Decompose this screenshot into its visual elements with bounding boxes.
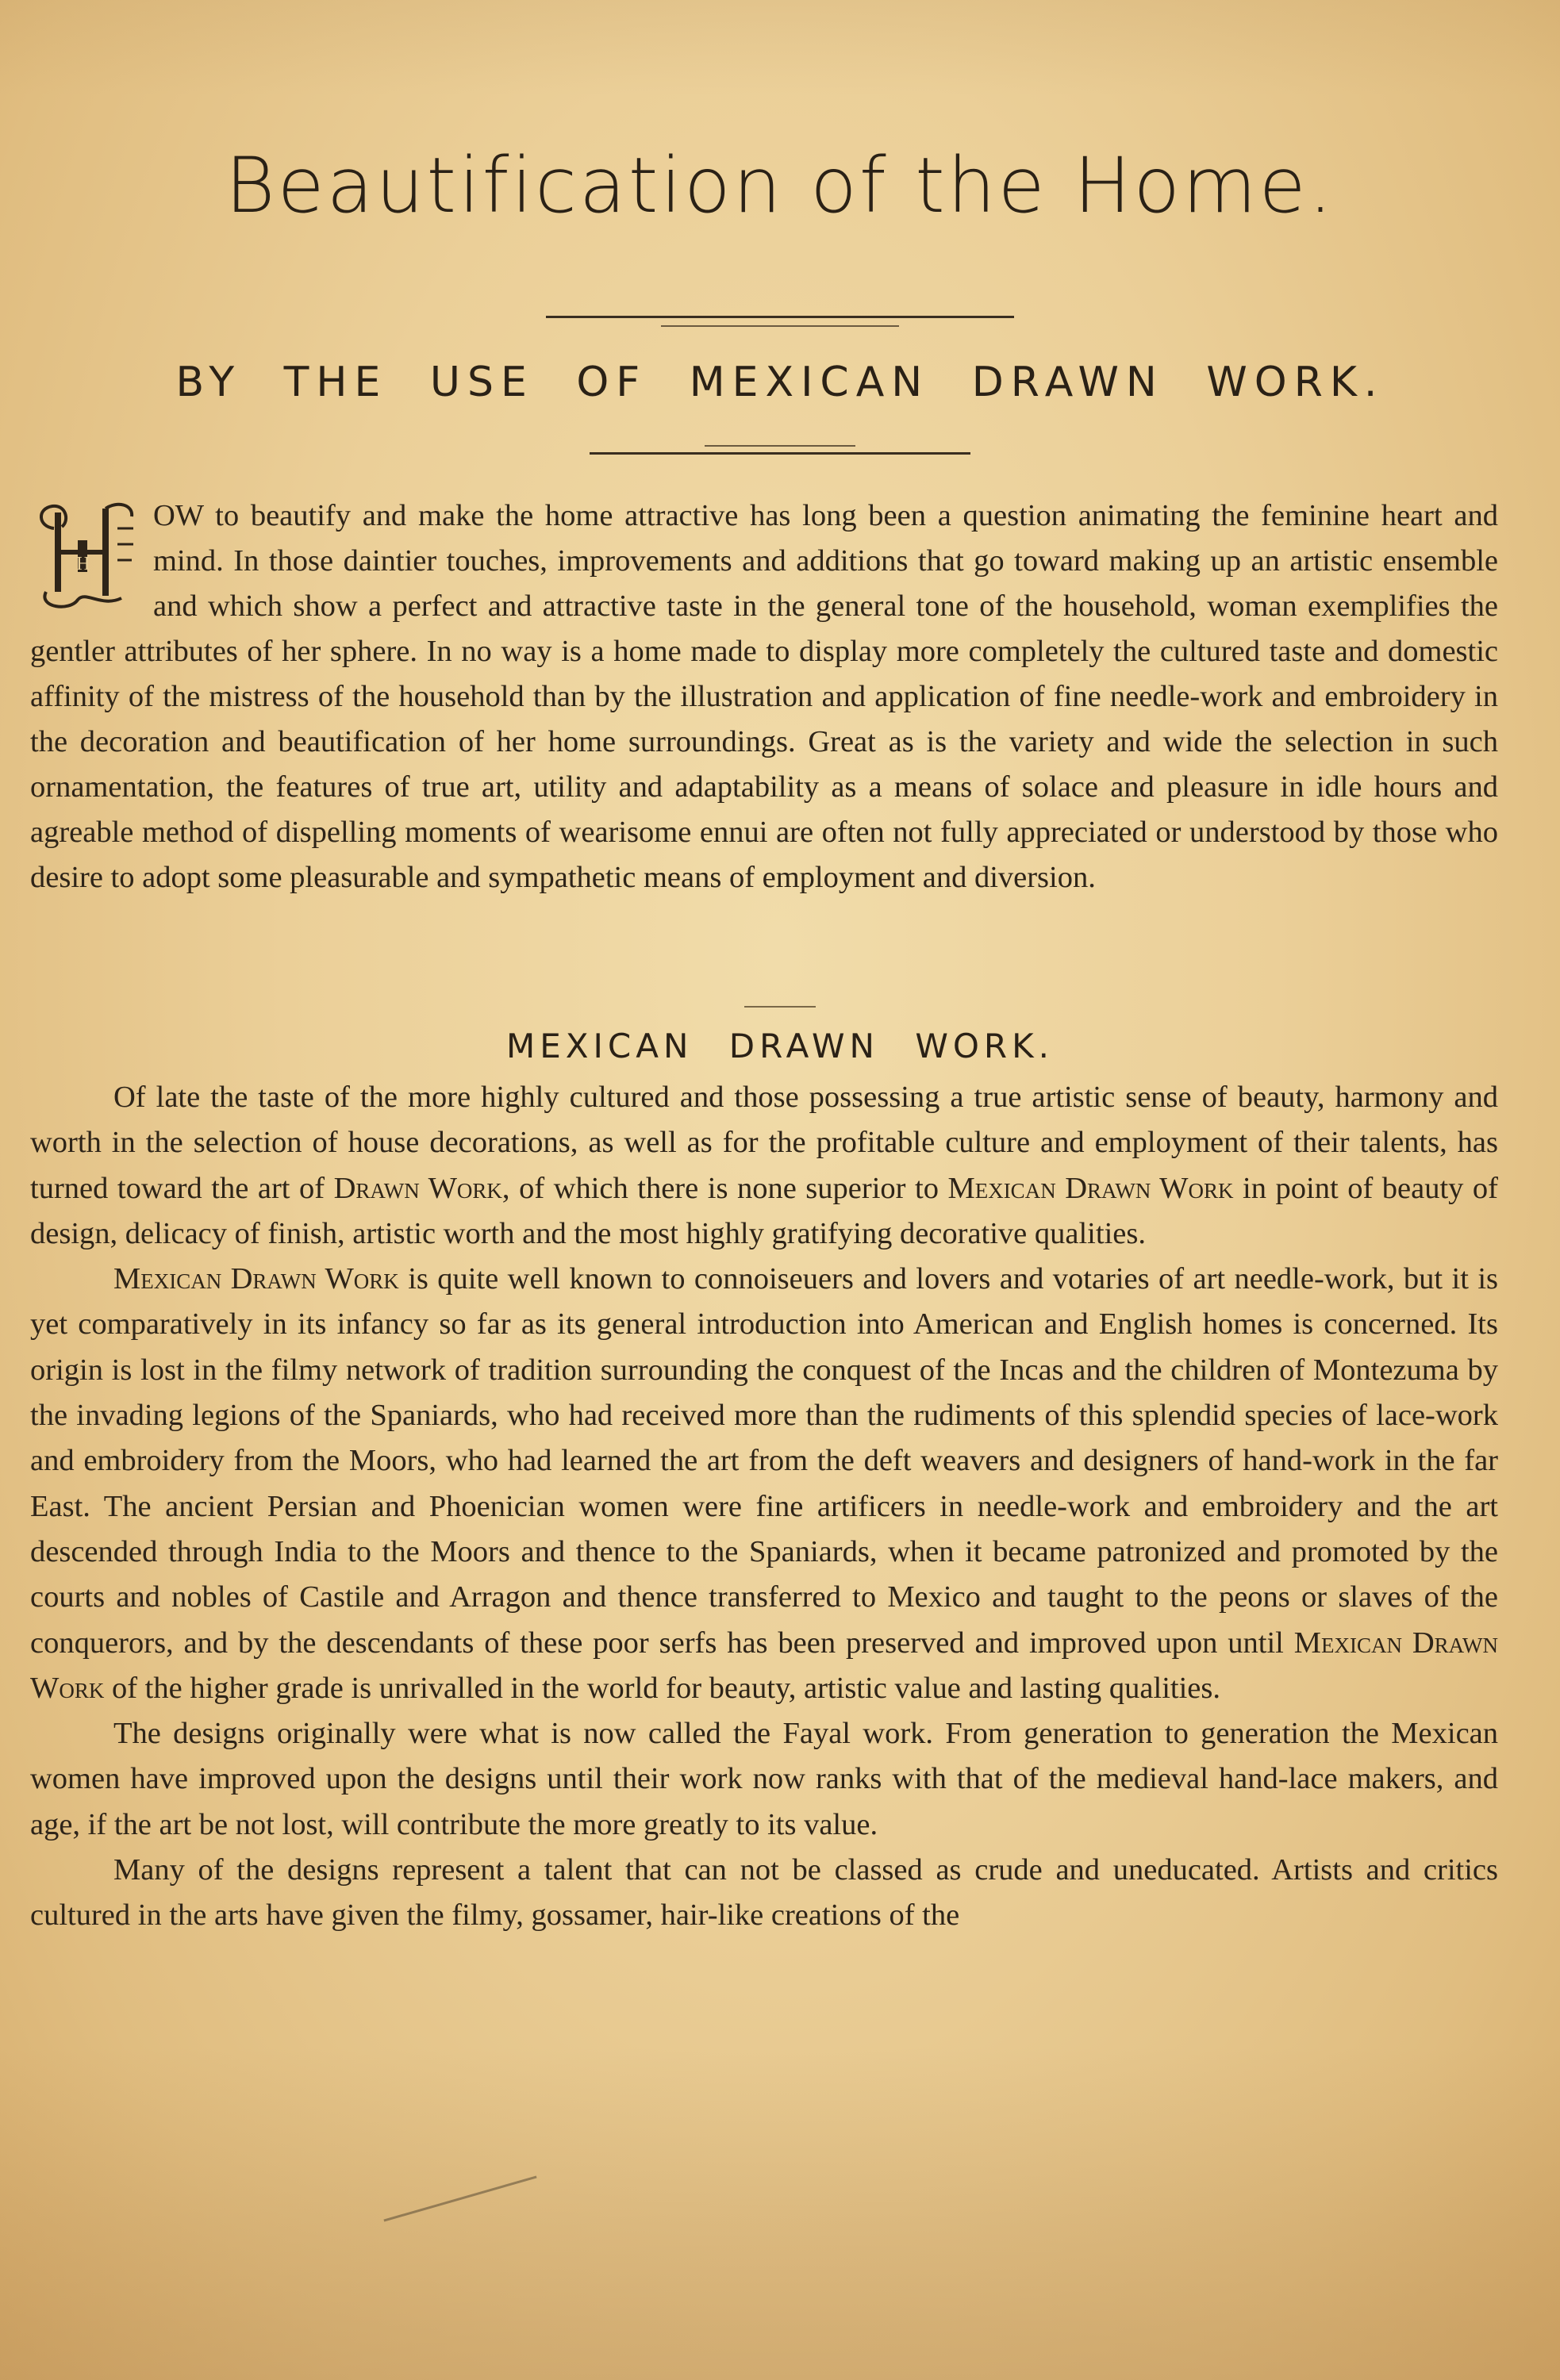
section-heading: MEXICAN DRAWN WORK.	[506, 1027, 1054, 1065]
ornamental-rule	[590, 452, 970, 455]
section-divider	[744, 1006, 816, 1008]
small-caps-term: Drawn Work	[333, 1171, 502, 1205]
body-paragraph: Many of the designs represent a talent that can not be classed as crude and uneducated. Artists and critics cultured in the arts have given the filmy, gossamer, hair-like creations of the	[30, 1853, 1498, 1933]
small-caps-term: Mexican Drawn Work	[113, 1262, 399, 1296]
drop-cap-letter: H	[76, 554, 90, 574]
intro-paragraph	[30, 493, 1498, 900]
page-title: Beautification of the Home.	[225, 141, 1335, 230]
body-paragraph: Of late the taste of the more highly cultured and those possessing a true artistic sense of beauty, harmony and worth in the selection of house decorations, as well as for the profitable culture and employment of their talents, has turned toward the art of Drawn Work, of which there is none superior to Mexican Drawn Work in point of beauty of design, delicacy of finish, artistic worth and the most highly gratifying decorative qualities.	[30, 1081, 1499, 1250]
section-body	[30, 1075, 1498, 1939]
ornamental-rule	[705, 445, 855, 447]
body-paragraph: Mexican Drawn Work is quite well known to connoiseuers and lovers and votaries of art needle-work, but it is yet comparatively in its infancy so far as its general introduction into American and English homes is concerned. Its origin is lost in the filmy network of tradition surrounding the conquest of the Incas and the children of Montezuma by the invading legions of the Spaniards, who had received more than the rudiments of this splendid species of lace-work and embroidery from the Moors, who had learned the art from the deft weavers and designers of hand-work in the far East. The ancient Persian and Phoenician women were fine artificers in needle-work and embroidery and the art descended through India to the Moors and thence to the Spaniards, when it became patronized and promoted by the courts and nobles of Castile and Arragon and thence transferred to Mexico and taught to the peons or slaves of the conquerors, and by the descendants of these poor serfs has been preserved and improved upon until Mexican Drawn Work of the higher grade is unrivalled in the world for beauty, artistic value and lasting qualities.	[30, 1262, 1499, 1705]
page-subtitle: BY THE USE OF MEXICAN DRAWN WORK.	[175, 359, 1385, 406]
paper-stain-top	[0, 0, 1560, 95]
intro-text: OW to beautify and make the home attractive has long been a question animating the feminine heart and mind. In those daintier touches, improvements and additions that go toward making up an artistic ensemble and which show a perfect and attractive taste in the general tone of the household, woman exemplifies the gentler attributes of her sphere. In no way is a home made to display more completely the cultured taste and domestic affinity of the mistress of the household than by the illustration and application of fine needle-work and embroidery in the decoration and beautification of her home surroundings. Great as is the variety and wide the selection in such ornamentation, the features of true art, utility and adaptability as a means of solace and pleasure in idle hours and agreable method of dispelling moments of wearisome ennui are often not fully appreciated or understood by those who desire to adopt some pleasurable and sympathetic means of employment and diversion.	[30, 499, 1498, 894]
ornamental-rule	[546, 316, 1014, 318]
small-caps-term: Mexican Drawn Work	[30, 1626, 1499, 1705]
small-caps-term: Mexican Drawn Work	[947, 1171, 1234, 1205]
paper-stain-bottom	[0, 2047, 1560, 2380]
ornamental-rule	[661, 325, 899, 327]
body-paragraph: The designs originally were what is now called the Fayal work. From generation to generation the Mexican women have improved upon the designs until their work now ranks with that of the medieval hand-lace makers, and age, if the art be not lost, will contribute the more greatly to its value.	[30, 1717, 1498, 1841]
drop-cap-space	[30, 493, 153, 628]
